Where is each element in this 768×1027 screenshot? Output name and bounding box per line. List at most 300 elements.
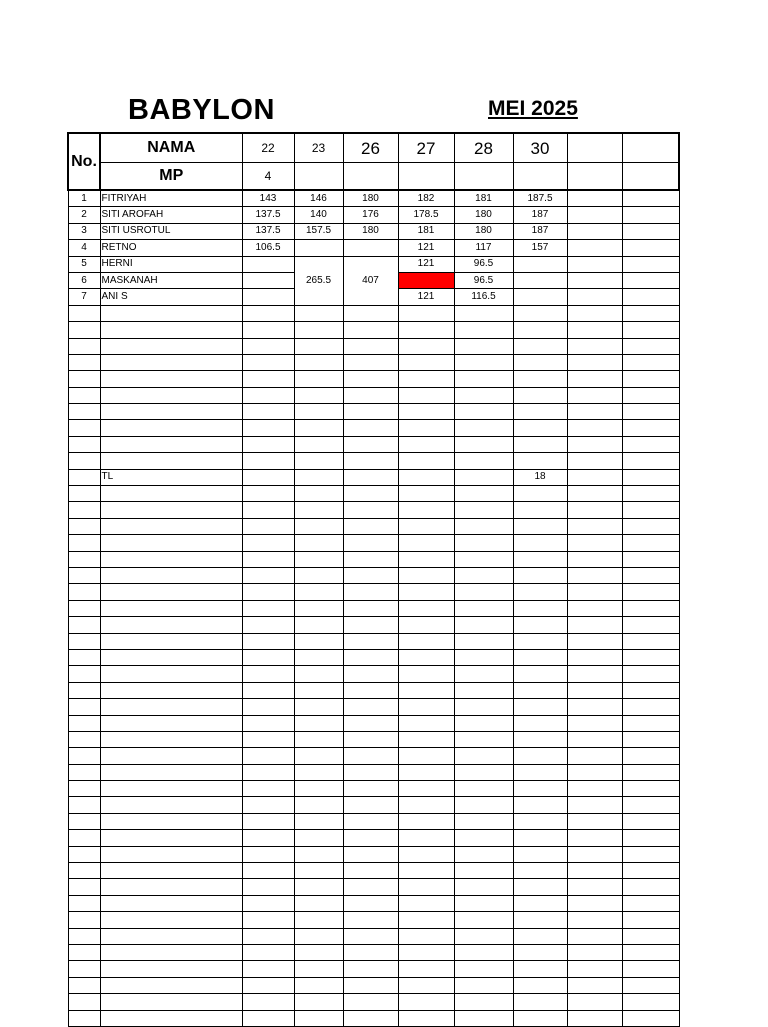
employee-name [100,551,242,567]
value-cell [567,535,622,551]
row-number [68,863,100,879]
value-cell [513,748,567,764]
value-cell [398,994,454,1010]
value-cell [567,781,622,797]
sheet-title: BABYLON [128,94,275,126]
value-cell: 187 [513,223,567,239]
row-number [68,666,100,682]
date-header: 30 [513,133,567,163]
value-cell [513,371,567,387]
employee-name [100,584,242,600]
value-cell [343,617,398,633]
value-cell [294,453,343,469]
row-number [68,420,100,436]
value-cell [343,305,398,321]
merged-value-23: 265.5 [294,256,343,305]
value-cell: 180 [343,190,398,207]
value-cell [454,371,513,387]
employee-name [100,781,242,797]
table-row [68,813,679,829]
value-cell: 181 [454,190,513,207]
row-number [68,912,100,928]
table-row [68,699,679,715]
value-cell: 143 [242,190,294,207]
value-cell [513,961,567,977]
value-cell [242,928,294,944]
value-cell [513,994,567,1010]
value-cell [343,797,398,813]
value-cell [242,567,294,583]
employee-name [100,338,242,354]
value-cell [622,420,679,436]
value-cell [567,830,622,846]
value-cell [513,617,567,633]
value-cell [398,928,454,944]
value-cell [294,912,343,928]
mp-header: MP [100,163,242,191]
value-cell [398,469,454,485]
mp-value [343,163,398,191]
value-cell [567,846,622,862]
value-cell [454,928,513,944]
value-cell [294,633,343,649]
employee-name [100,912,242,928]
table-row [68,666,679,682]
row-number [68,830,100,846]
value-cell: 157 [513,240,567,256]
employee-name [100,715,242,731]
value-cell [398,518,454,534]
value-cell [567,289,622,305]
value-cell [622,633,679,649]
row-number [68,649,100,665]
row-number [68,781,100,797]
value-cell [242,764,294,780]
row-number: 6 [68,272,100,288]
value-cell [242,338,294,354]
date-header: 22 [242,133,294,163]
value-cell [622,289,679,305]
value-cell [513,272,567,288]
value-cell [513,944,567,960]
value-cell [242,977,294,993]
value-cell [513,633,567,649]
row-number [68,305,100,321]
table-row [68,994,679,1010]
value-cell [513,567,567,583]
row-number [68,748,100,764]
value-cell [622,469,679,485]
table-row [68,863,679,879]
value-cell [343,240,398,256]
value-cell [622,813,679,829]
value-cell [294,682,343,698]
value-cell [398,567,454,583]
row-number [68,371,100,387]
value-cell [294,649,343,665]
value-cell [567,240,622,256]
employee-name [100,813,242,829]
value-cell [567,223,622,239]
value-cell [454,535,513,551]
value-cell [454,879,513,895]
employee-name [100,518,242,534]
row-number [68,846,100,862]
row-number [68,518,100,534]
employee-name [100,535,242,551]
value-cell [454,502,513,518]
row-number: 7 [68,289,100,305]
row-number [68,322,100,338]
table-row [68,731,679,747]
value-cell [242,846,294,862]
value-cell [567,256,622,272]
value-cell [513,338,567,354]
highlighted-cell [398,272,454,288]
value-cell [294,600,343,616]
employee-name [100,502,242,518]
value-cell [242,354,294,370]
row-number [68,453,100,469]
table-row [68,781,679,797]
table-row [68,469,679,485]
employee-name [100,666,242,682]
value-cell [242,535,294,551]
value-cell: 96.5 [454,256,513,272]
value-cell [398,944,454,960]
row-number [68,715,100,731]
value-cell [294,322,343,338]
row-number [68,699,100,715]
value-cell [398,781,454,797]
value-cell [454,617,513,633]
value-cell [242,272,294,288]
value-cell [294,764,343,780]
value-cell [398,731,454,747]
value-cell [398,912,454,928]
employee-name: MASKANAH [100,272,242,288]
value-cell [242,502,294,518]
employee-name: RETNO [100,240,242,256]
value-cell [513,682,567,698]
table-row [68,567,679,583]
employee-name [100,617,242,633]
value-cell [294,895,343,911]
value-cell [343,420,398,436]
row-number [68,944,100,960]
table-row [68,830,679,846]
value-cell [343,944,398,960]
row-number [68,633,100,649]
employee-name [100,830,242,846]
value-cell [454,764,513,780]
row-number [68,567,100,583]
table-row [68,961,679,977]
value-cell [398,961,454,977]
employee-name [100,895,242,911]
value-cell [513,846,567,862]
value-cell [398,666,454,682]
table-row [68,371,679,387]
value-cell [567,715,622,731]
table-row [68,322,679,338]
value-cell [454,305,513,321]
row-number [68,469,100,485]
table-row [68,600,679,616]
mp-value: 4 [242,163,294,191]
value-cell [242,387,294,403]
value-cell [513,764,567,780]
value-cell [242,649,294,665]
value-cell [398,895,454,911]
value-cell [513,551,567,567]
value-cell [567,912,622,928]
value-cell [513,305,567,321]
value-cell: 121 [398,289,454,305]
value-cell [242,666,294,682]
employee-name: SITI USROTUL [100,223,242,239]
value-cell [242,436,294,452]
value-cell [294,486,343,502]
value-cell [343,453,398,469]
value-cell [567,469,622,485]
row-number [68,977,100,993]
mp-value [454,163,513,191]
value-cell [622,748,679,764]
table-row [68,797,679,813]
value-cell [294,699,343,715]
value-cell [398,584,454,600]
value-cell: 117 [454,240,513,256]
value-cell [343,551,398,567]
employee-name [100,961,242,977]
value-cell [622,387,679,403]
date-header: 26 [343,133,398,163]
value-cell [242,584,294,600]
value-cell [454,715,513,731]
value-cell [398,715,454,731]
value-cell [294,240,343,256]
row-number [68,486,100,502]
employee-name [100,928,242,944]
value-cell [454,404,513,420]
value-cell [454,387,513,403]
table-row [68,387,679,403]
value-cell [454,600,513,616]
value-cell [343,863,398,879]
table-row [68,354,679,370]
table-row [68,633,679,649]
value-cell: 176 [343,207,398,223]
value-cell [513,830,567,846]
value-cell [567,322,622,338]
row-number [68,994,100,1010]
tl-value: 18 [513,469,567,485]
value-cell [513,912,567,928]
table-row [68,682,679,698]
row-number [68,797,100,813]
value-cell [567,436,622,452]
value-cell: 146 [294,190,343,207]
value-cell [567,584,622,600]
value-cell [343,699,398,715]
value-cell [294,863,343,879]
value-cell [622,207,679,223]
value-cell [242,453,294,469]
value-cell [567,272,622,288]
value-cell [242,404,294,420]
value-cell [513,420,567,436]
value-cell [567,453,622,469]
value-cell [294,469,343,485]
value-cell [343,731,398,747]
value-cell [242,748,294,764]
value-cell [398,633,454,649]
value-cell [622,617,679,633]
value-cell [567,617,622,633]
value-cell [454,633,513,649]
value-cell [343,895,398,911]
value-cell [294,518,343,534]
value-cell [622,354,679,370]
value-cell [513,879,567,895]
value-cell [398,404,454,420]
table-row [68,879,679,895]
value-cell [454,863,513,879]
value-cell [242,699,294,715]
value-cell [567,879,622,895]
table-row [68,912,679,928]
value-cell [622,682,679,698]
value-cell [294,846,343,862]
value-cell [567,190,622,207]
row-number [68,928,100,944]
value-cell [567,813,622,829]
value-cell [513,518,567,534]
date-header [622,133,679,163]
value-cell [343,502,398,518]
table-row [68,404,679,420]
value-cell [567,404,622,420]
value-cell [294,813,343,829]
row-number [68,354,100,370]
row-number [68,551,100,567]
value-cell [454,453,513,469]
date-header: 23 [294,133,343,163]
value-cell [454,961,513,977]
table-row [68,420,679,436]
value-cell [567,486,622,502]
value-cell [343,567,398,583]
value-cell [343,994,398,1010]
value-cell [513,863,567,879]
value-cell [398,551,454,567]
value-cell [398,354,454,370]
value-cell [242,518,294,534]
value-cell [454,994,513,1010]
value-cell [622,535,679,551]
value-cell [242,486,294,502]
value-cell [343,977,398,993]
value-cell [622,912,679,928]
table-row [68,518,679,534]
value-cell [294,535,343,551]
value-cell [294,584,343,600]
value-cell [622,928,679,944]
value-cell [622,944,679,960]
value-cell [622,272,679,288]
employee-name [100,649,242,665]
table-row [68,846,679,862]
row-number [68,764,100,780]
employee-name [100,305,242,321]
table-row [68,190,679,207]
value-cell [343,600,398,616]
value-cell: 121 [398,256,454,272]
value-cell [242,420,294,436]
mp-value [622,163,679,191]
value-cell [242,469,294,485]
value-cell [294,961,343,977]
value-cell [513,600,567,616]
value-cell [622,404,679,420]
value-cell [513,731,567,747]
employee-name [100,944,242,960]
value-cell [454,977,513,993]
value-cell [343,354,398,370]
value-cell [622,781,679,797]
table-row [68,502,679,518]
value-cell [294,502,343,518]
date-header: 28 [454,133,513,163]
value-cell [567,682,622,698]
value-cell [398,830,454,846]
value-cell [513,453,567,469]
value-cell [294,436,343,452]
value-cell [242,633,294,649]
employee-name [100,322,242,338]
value-cell [454,912,513,928]
value-cell [622,486,679,502]
value-cell [398,813,454,829]
value-cell [622,567,679,583]
value-cell [454,420,513,436]
value-cell [343,486,398,502]
value-cell [242,781,294,797]
value-cell [454,567,513,583]
row-number: 2 [68,207,100,223]
table-row [68,436,679,452]
value-cell: 137.5 [242,223,294,239]
value-cell [567,961,622,977]
value-cell [454,354,513,370]
value-cell [622,600,679,616]
value-cell [567,338,622,354]
value-cell: 182 [398,190,454,207]
value-cell: 137.5 [242,207,294,223]
value-cell: 181 [398,223,454,239]
value-cell [622,879,679,895]
value-cell [398,486,454,502]
value-cell [242,879,294,895]
value-cell [242,617,294,633]
row-number [68,813,100,829]
employee-name [100,387,242,403]
value-cell [343,879,398,895]
value-cell [398,453,454,469]
value-cell [567,731,622,747]
value-cell [513,977,567,993]
